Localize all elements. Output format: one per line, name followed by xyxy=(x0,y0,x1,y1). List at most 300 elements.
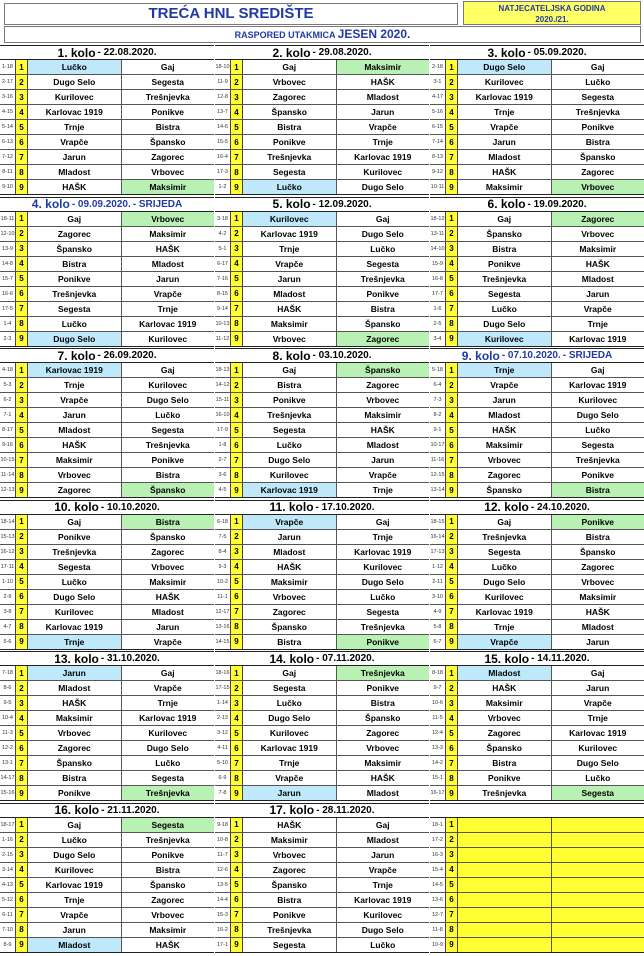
pairing-code: 9-3 xyxy=(218,563,227,570)
match-number: 1 xyxy=(15,363,28,377)
away-team: Trnje xyxy=(372,485,393,495)
match-number: 4 xyxy=(15,408,28,422)
away-team: Gaj xyxy=(375,819,390,830)
home-team: Maksimir xyxy=(28,453,122,467)
away-team: Mladost xyxy=(151,258,184,269)
pairing-code: 7-8 xyxy=(218,790,227,796)
pairing-code: 10-9 xyxy=(431,941,443,948)
match-row xyxy=(430,605,644,620)
pairing-code: 6-9 xyxy=(218,775,227,781)
home-team: Dugo Selo xyxy=(458,60,552,74)
match-number: 8 xyxy=(15,165,28,179)
round-header xyxy=(215,348,429,363)
match-row xyxy=(0,393,214,408)
match-row xyxy=(0,90,214,105)
away-team xyxy=(552,923,644,937)
round-block xyxy=(430,45,644,195)
match-number: 4 xyxy=(230,863,243,877)
home-team: Karlovac 1919 xyxy=(28,878,122,892)
pairing-code: 11-3 xyxy=(2,730,13,736)
away-team: Zagorec xyxy=(581,561,615,572)
match-number: 5 xyxy=(15,423,28,437)
match-number: 2 xyxy=(230,378,243,392)
home-team: Maksimir xyxy=(243,317,337,331)
match-row xyxy=(0,317,214,332)
match-number: 1 xyxy=(230,212,243,226)
away-team: Dugo Selo xyxy=(576,758,619,768)
home-team: Lučko xyxy=(28,575,122,589)
away-team: Mladost xyxy=(581,621,614,632)
match-number: 3 xyxy=(445,242,458,256)
pairing-code: 5-10 xyxy=(216,760,228,766)
match-list xyxy=(0,363,214,498)
pairing-code: 16-6 xyxy=(1,290,13,297)
pairing-code: 11-1 xyxy=(217,593,228,600)
away-team: Špansko xyxy=(150,531,186,542)
away-team: Karlovac 1919 xyxy=(139,318,197,329)
match-row xyxy=(215,726,429,741)
away-team: Gaj xyxy=(160,668,175,678)
match-row xyxy=(0,75,214,90)
match-row xyxy=(0,938,214,953)
match-row xyxy=(430,878,644,893)
match-list xyxy=(0,212,214,347)
home-team: Trnje xyxy=(458,620,552,634)
match-number: 8 xyxy=(15,468,28,482)
match-row xyxy=(0,878,214,893)
home-team xyxy=(458,848,552,862)
season-years: 2020./21. xyxy=(535,15,569,24)
away-team: Špansko xyxy=(122,483,215,497)
match-row xyxy=(0,605,214,620)
away-team: Trešnjevka xyxy=(337,666,430,680)
away-team xyxy=(552,878,644,892)
pairing-code: 7-10 xyxy=(1,926,13,933)
away-team xyxy=(552,893,644,907)
pairing-code: 12-2 xyxy=(1,745,13,751)
match-number: 3 xyxy=(445,848,458,862)
pairing-code: 12-17 xyxy=(215,608,230,615)
match-number: 7 xyxy=(230,908,243,922)
home-team: Bistra xyxy=(458,242,552,256)
round-date: - 28.11.2020. xyxy=(316,804,375,816)
match-number: 6 xyxy=(445,287,458,301)
away-team: Segesta xyxy=(151,425,185,435)
pairing-code: 17-7 xyxy=(431,290,443,297)
match-number: 4 xyxy=(230,408,243,422)
pairing-code: 4-11 xyxy=(217,745,228,751)
away-team: Jarun xyxy=(586,636,610,647)
pairing-code: 10-8 xyxy=(216,836,228,843)
away-team: Trnje xyxy=(587,713,608,723)
match-number: 1 xyxy=(230,363,243,377)
round-header xyxy=(0,803,214,818)
pairing-code: 17-9 xyxy=(216,427,228,433)
away-team: Vrbovec xyxy=(581,228,615,239)
away-team: Špansko xyxy=(580,546,616,557)
match-number: 1 xyxy=(230,60,243,74)
home-team: Trnje xyxy=(458,105,552,119)
match-row xyxy=(430,212,644,227)
match-list xyxy=(0,515,214,650)
round-date: - 29.08.2020. xyxy=(312,47,372,58)
match-row xyxy=(215,605,429,620)
match-number: 2 xyxy=(15,530,28,544)
match-row xyxy=(430,848,644,863)
match-row xyxy=(0,771,214,786)
home-team: Lučko xyxy=(458,302,552,316)
away-team: Kurilovec xyxy=(148,380,188,390)
match-number: 2 xyxy=(445,530,458,544)
home-team: Gaj xyxy=(243,363,337,377)
pairing-code: 1-4 xyxy=(3,320,12,327)
home-team: Špansko xyxy=(458,227,552,241)
round-title: 4. kolo xyxy=(31,197,70,211)
match-number: 8 xyxy=(445,771,458,785)
home-team: Maksimir xyxy=(458,438,552,452)
home-team xyxy=(458,818,552,832)
pairing-code: 10-11 xyxy=(430,184,445,190)
pairing-code: 12-15 xyxy=(430,472,445,478)
home-team: Trešnjevka xyxy=(243,408,337,422)
match-row xyxy=(215,378,429,393)
away-team: Karlovac 1919 xyxy=(569,333,627,344)
away-team: Ponikve xyxy=(581,122,615,132)
match-number: 9 xyxy=(230,332,243,346)
match-row xyxy=(430,393,644,408)
match-number: 4 xyxy=(230,560,243,574)
round-date: - 17.10.2020. xyxy=(315,501,375,513)
match-row xyxy=(0,681,214,696)
match-row xyxy=(0,408,214,423)
home-team: Vrapče xyxy=(243,257,337,271)
away-team: Bistra xyxy=(585,531,610,542)
away-team: Kurilovec xyxy=(578,395,618,405)
match-number: 6 xyxy=(445,590,458,604)
away-team: Dugo Selo xyxy=(576,410,619,420)
match-row xyxy=(0,908,214,923)
pairing-code: 12-8 xyxy=(216,94,228,100)
away-team: Jarun xyxy=(156,273,180,284)
away-team: Dugo Selo xyxy=(361,576,404,587)
pairing-code: 13-3 xyxy=(431,745,443,751)
home-team xyxy=(458,893,552,907)
away-team: Mladost xyxy=(366,788,399,798)
round-title: 1. kolo xyxy=(57,45,96,60)
away-team: Trnje xyxy=(157,698,178,708)
pairing-code: 14-15 xyxy=(215,638,230,645)
home-team: Trnje xyxy=(28,120,122,134)
home-team: HAŠK xyxy=(28,438,122,452)
pairing-code: 13-16 xyxy=(215,623,230,630)
match-row xyxy=(430,302,644,317)
pairing-code: 16-8 xyxy=(431,275,443,282)
match-number: 5 xyxy=(15,726,28,740)
round-title: 13. kolo xyxy=(54,651,99,666)
pairing-code: 1-6 xyxy=(433,305,442,312)
pairing-code: 7-1 xyxy=(3,412,12,418)
match-row xyxy=(0,575,214,590)
match-number: 4 xyxy=(230,711,243,725)
pairing-code: 4-15 xyxy=(1,109,13,115)
home-team: Dugo Selo xyxy=(243,711,337,725)
match-row xyxy=(215,363,429,378)
pairing-code: 3-14 xyxy=(1,866,13,873)
home-team: Dugo Selo xyxy=(458,575,552,589)
match-number: 3 xyxy=(230,242,243,256)
home-team: Ponikve xyxy=(458,771,552,785)
pairing-code: 10-13 xyxy=(215,320,230,327)
round-header xyxy=(0,197,214,212)
pairing-code: 18-11 xyxy=(0,215,15,222)
round-block xyxy=(0,500,214,650)
away-team: Vrapče xyxy=(368,122,397,132)
match-row xyxy=(215,756,429,771)
home-team xyxy=(458,923,552,937)
pairing-code: 12-13 xyxy=(0,487,15,493)
away-team: Lučko xyxy=(585,425,611,435)
match-number: 4 xyxy=(445,560,458,574)
match-row xyxy=(430,545,644,560)
home-team: Jarun xyxy=(458,393,552,407)
away-team: Jarun xyxy=(371,107,395,117)
pairing-code: 1-10 xyxy=(1,578,13,585)
match-row xyxy=(0,242,214,257)
away-team: Vrapče xyxy=(583,698,612,708)
home-team xyxy=(458,833,552,847)
pairing-code: 8-4 xyxy=(218,548,227,555)
match-number: 4 xyxy=(445,257,458,271)
match-number: 2 xyxy=(445,681,458,695)
home-team: Vrapče xyxy=(458,378,552,392)
home-team: Vrbovec xyxy=(458,711,552,725)
round-block xyxy=(0,197,214,347)
match-row xyxy=(0,302,214,317)
match-number: 5 xyxy=(230,575,243,589)
round-date: - 05.09.2020. xyxy=(527,47,587,58)
match-number: 8 xyxy=(15,620,28,634)
match-list xyxy=(215,60,429,195)
match-row xyxy=(0,150,214,165)
match-number: 6 xyxy=(15,590,28,604)
match-row xyxy=(430,666,644,681)
match-row xyxy=(430,635,644,650)
match-number: 5 xyxy=(230,272,243,286)
round-block xyxy=(215,197,429,347)
home-team: Mladost xyxy=(243,545,337,559)
match-number: 5 xyxy=(230,726,243,740)
match-number: 8 xyxy=(15,317,28,331)
away-team: Zagorec xyxy=(151,152,185,162)
round-title: 15. kolo xyxy=(484,651,530,666)
away-team xyxy=(552,938,644,952)
match-list xyxy=(430,60,644,195)
pairing-code: 5-18 xyxy=(431,367,443,373)
away-team: Bistra xyxy=(370,303,395,314)
pairing-code: 18-10 xyxy=(215,64,230,70)
home-team: Ponikve xyxy=(243,908,337,922)
match-number: 2 xyxy=(230,530,243,544)
home-team: Lučko xyxy=(243,696,337,710)
match-row xyxy=(430,863,644,878)
match-number: 1 xyxy=(445,818,458,832)
pairing-code: 4-5 xyxy=(218,487,227,493)
match-row xyxy=(0,620,214,635)
home-team: Zagorec xyxy=(28,741,122,755)
away-team: Lučko xyxy=(370,591,396,602)
home-team: Trnje xyxy=(243,242,337,256)
away-team: Bistra xyxy=(155,470,180,480)
away-team: Ponikve xyxy=(552,515,644,529)
pairing-code: 6-7 xyxy=(433,638,442,645)
pairing-code: 3-16 xyxy=(1,94,13,100)
away-team: Špansko xyxy=(337,363,430,377)
match-number: 7 xyxy=(445,453,458,467)
match-number: 9 xyxy=(230,483,243,497)
home-team: Gaj xyxy=(28,212,122,226)
round-block xyxy=(430,500,644,650)
match-number: 9 xyxy=(15,332,28,346)
away-team: Dugo Selo xyxy=(146,395,189,405)
pairing-code: 10-4 xyxy=(1,715,13,721)
home-team: Mladost xyxy=(243,287,337,301)
pairing-code: 18-12 xyxy=(430,215,445,222)
match-number: 7 xyxy=(230,453,243,467)
home-team: Zagorec xyxy=(243,605,337,619)
home-team: Mladost xyxy=(28,423,122,437)
round-header xyxy=(0,500,214,515)
match-row xyxy=(0,515,214,530)
away-team: Trnje xyxy=(372,137,393,147)
match-row xyxy=(430,711,644,726)
home-team: HAŠK xyxy=(28,696,122,710)
pairing-code: 8-6 xyxy=(3,685,12,691)
pairing-code: 1-12 xyxy=(431,563,443,570)
round-title: 16. kolo xyxy=(54,803,100,817)
match-row xyxy=(0,483,214,498)
away-team: Vrapče xyxy=(153,288,182,299)
home-team: Trešnjevka xyxy=(458,530,552,544)
away-team: Segesta xyxy=(552,786,644,800)
home-team: Karlovac 1919 xyxy=(28,105,122,119)
pairing-code: 9-1 xyxy=(433,427,442,433)
match-row xyxy=(430,681,644,696)
match-row xyxy=(215,483,429,498)
match-row xyxy=(215,908,429,923)
match-list xyxy=(215,363,429,498)
pairing-code: 9-10 xyxy=(1,184,13,190)
away-team: HAŠK xyxy=(585,606,610,617)
away-team: Špansko xyxy=(365,713,401,723)
round-header xyxy=(215,500,429,515)
away-team: Vrbovec xyxy=(122,212,215,226)
round-date: - 19.09.2020. xyxy=(527,198,587,210)
away-team: HAŠK xyxy=(155,243,180,254)
match-number: 9 xyxy=(445,483,458,497)
pairing-code: 10-2 xyxy=(216,578,228,585)
match-number: 5 xyxy=(445,878,458,892)
round-header xyxy=(430,45,644,60)
match-row xyxy=(215,666,429,681)
home-team: Segesta xyxy=(243,938,337,952)
pairing-code: 14-4 xyxy=(216,896,228,903)
match-number: 6 xyxy=(230,590,243,604)
pairing-code: 14-10 xyxy=(430,245,445,252)
pairing-code: 15-5 xyxy=(216,139,228,145)
away-team: Maksimir xyxy=(579,243,617,254)
round-date: - 03.10.2020. xyxy=(312,350,372,361)
home-team: Segesta xyxy=(458,287,552,301)
match-number: 1 xyxy=(15,60,28,74)
pairing-code: 3-4 xyxy=(433,335,442,342)
away-team: Karlovac 1919 xyxy=(354,894,412,905)
match-row xyxy=(430,938,644,953)
match-row xyxy=(0,135,214,150)
match-number: 6 xyxy=(230,893,243,907)
match-number: 2 xyxy=(230,75,243,89)
pairing-code: 5-12 xyxy=(1,896,13,903)
match-number: 3 xyxy=(230,545,243,559)
pairing-code: 2-11 xyxy=(432,578,443,585)
home-team: Mladost xyxy=(28,165,122,179)
match-number: 8 xyxy=(445,317,458,331)
match-number: 6 xyxy=(445,135,458,149)
match-row xyxy=(215,515,429,530)
page-title: TREĆA HNL SREDIŠTE xyxy=(4,3,458,25)
away-team: Trešnjevka xyxy=(575,107,620,117)
away-team: HAŠK xyxy=(155,939,180,950)
away-team: HAŠK xyxy=(155,591,180,602)
home-team: Vrapče xyxy=(243,515,337,529)
match-row xyxy=(430,150,644,165)
away-team: Maksimir xyxy=(149,228,187,239)
pairing-code: 18-14 xyxy=(0,518,15,525)
home-team: Gaj xyxy=(458,515,552,529)
match-number: 4 xyxy=(15,105,28,119)
pairing-code: 1-14 xyxy=(216,700,228,706)
match-row xyxy=(0,423,214,438)
match-row xyxy=(215,771,429,786)
away-team: Trešnjevka xyxy=(575,455,620,465)
match-row xyxy=(215,681,429,696)
home-team: Mladost xyxy=(28,938,122,952)
match-number: 6 xyxy=(445,438,458,452)
match-number: 8 xyxy=(230,468,243,482)
pairing-code: 3-8 xyxy=(3,608,12,615)
round-title: 11. kolo xyxy=(269,500,314,514)
pairing-code: 16-14 xyxy=(430,533,445,540)
round-title: 12. kolo xyxy=(484,500,529,514)
away-team xyxy=(552,863,644,877)
pairing-code: 1-16 xyxy=(1,836,13,843)
round-block xyxy=(0,803,214,953)
round-header xyxy=(430,803,644,818)
pairing-code: 5-6 xyxy=(3,638,12,645)
round-date: - 12.09.2020. xyxy=(312,198,372,210)
away-team: Ponikve xyxy=(151,849,185,860)
pairing-code: 17-3 xyxy=(216,169,228,175)
home-team: Špansko xyxy=(243,620,337,634)
home-team: HAŠK xyxy=(458,165,552,179)
away-team: Gaj xyxy=(375,516,390,527)
away-team: Ponikve xyxy=(366,288,400,299)
match-row xyxy=(430,272,644,287)
away-team: Maksimir xyxy=(364,410,402,420)
home-team: Gaj xyxy=(28,818,122,832)
match-number: 1 xyxy=(230,818,243,832)
home-team: Kurilovec xyxy=(28,90,122,104)
match-number: 6 xyxy=(230,135,243,149)
